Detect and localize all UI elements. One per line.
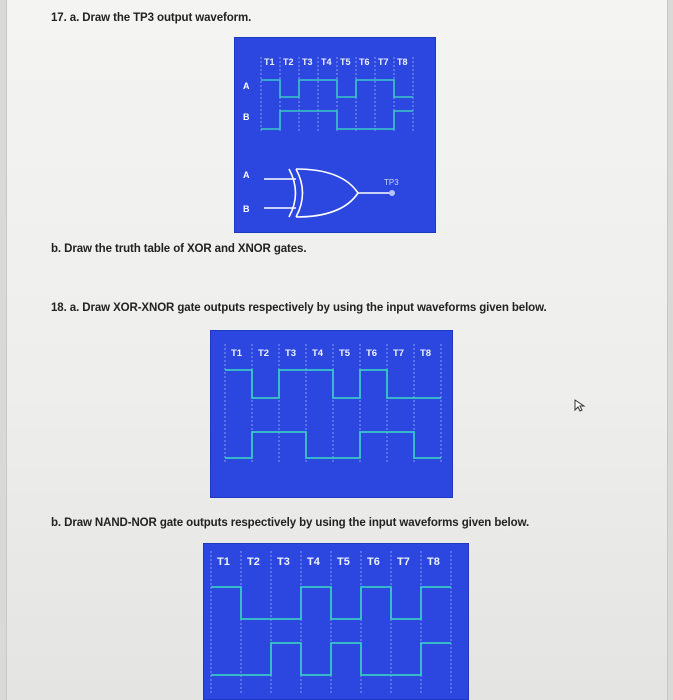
q18b-time-label-4: T4 (307, 556, 320, 568)
q18a-timing-diagram (210, 330, 453, 498)
q18b-time-label-1: T1 (217, 556, 230, 568)
q17-time-label-4: T4 (321, 57, 332, 67)
q18a-time-label-8: T8 (420, 348, 432, 359)
q17-time-label-5: T5 (340, 57, 351, 67)
q17-gate-input-a-label: A (243, 170, 250, 180)
q17-waveform-a (261, 80, 413, 97)
worksheet-page (6, 0, 668, 700)
q18a-time-label-7: T7 (393, 348, 405, 359)
q17-gate-input-b-label: B (243, 204, 250, 214)
q17-timing-diagram (234, 37, 436, 233)
q18b-time-label-7: T7 (397, 556, 410, 568)
q17-part-a-prompt: 17. a. Draw the TP3 output waveform. (51, 12, 252, 24)
q17-waveform-b (261, 111, 413, 129)
q18a-waveform-top (225, 370, 441, 398)
q17-time-label-8: T8 (397, 57, 408, 67)
tp3-test-point (389, 190, 395, 196)
q18a-time-label-4: T4 (312, 348, 324, 359)
q17-time-label-6: T6 (359, 57, 370, 67)
q18b-time-label-2: T2 (247, 556, 260, 568)
q17-diagram-panel (234, 37, 436, 233)
q18a-time-label-3: T3 (285, 348, 297, 359)
q18b-time-label-3: T3 (277, 556, 290, 568)
q17-part-b-prompt: b. Draw the truth table of XOR and XNOR gates. (51, 243, 307, 255)
q18a-time-label-6: T6 (366, 348, 378, 359)
q17-time-labels (264, 57, 408, 67)
q18a-time-label-2: T2 (258, 348, 270, 359)
q18b-time-label-5: T5 (337, 556, 350, 568)
q18-part-a-prompt: 18. a. Draw XOR-XNOR gate outputs respectively by using the input waveforms given below. (51, 302, 547, 314)
q18b-time-label-6: T6 (367, 556, 380, 568)
q17-time-label-1: T1 (264, 57, 275, 67)
q18b-diagram-panel (203, 543, 469, 700)
q18a-time-label-5: T5 (339, 348, 351, 359)
xor-gate-symbol (264, 169, 392, 217)
q18b-waveform-top (211, 587, 451, 619)
q17-time-label-3: T3 (302, 57, 313, 67)
q18-part-b-prompt: b. Draw NAND-NOR gate outputs respectively by using the input waveforms given below. (51, 517, 530, 529)
tp3-label: TP3 (384, 178, 399, 187)
q17-time-label-7: T7 (378, 57, 389, 67)
q18b-waveform-bottom (211, 643, 451, 675)
mouse-cursor-icon (573, 398, 587, 412)
q17-time-label-2: T2 (283, 57, 294, 67)
q18b-time-label-8: T8 (427, 556, 440, 568)
q17-wave-a-label: A (243, 81, 250, 91)
q18a-diagram-panel (210, 330, 453, 498)
q18a-time-label-1: T1 (231, 348, 243, 359)
q18b-timing-diagram (203, 543, 469, 700)
q18a-time-gridlines (225, 344, 441, 462)
q17-wave-b-label: B (243, 112, 250, 122)
